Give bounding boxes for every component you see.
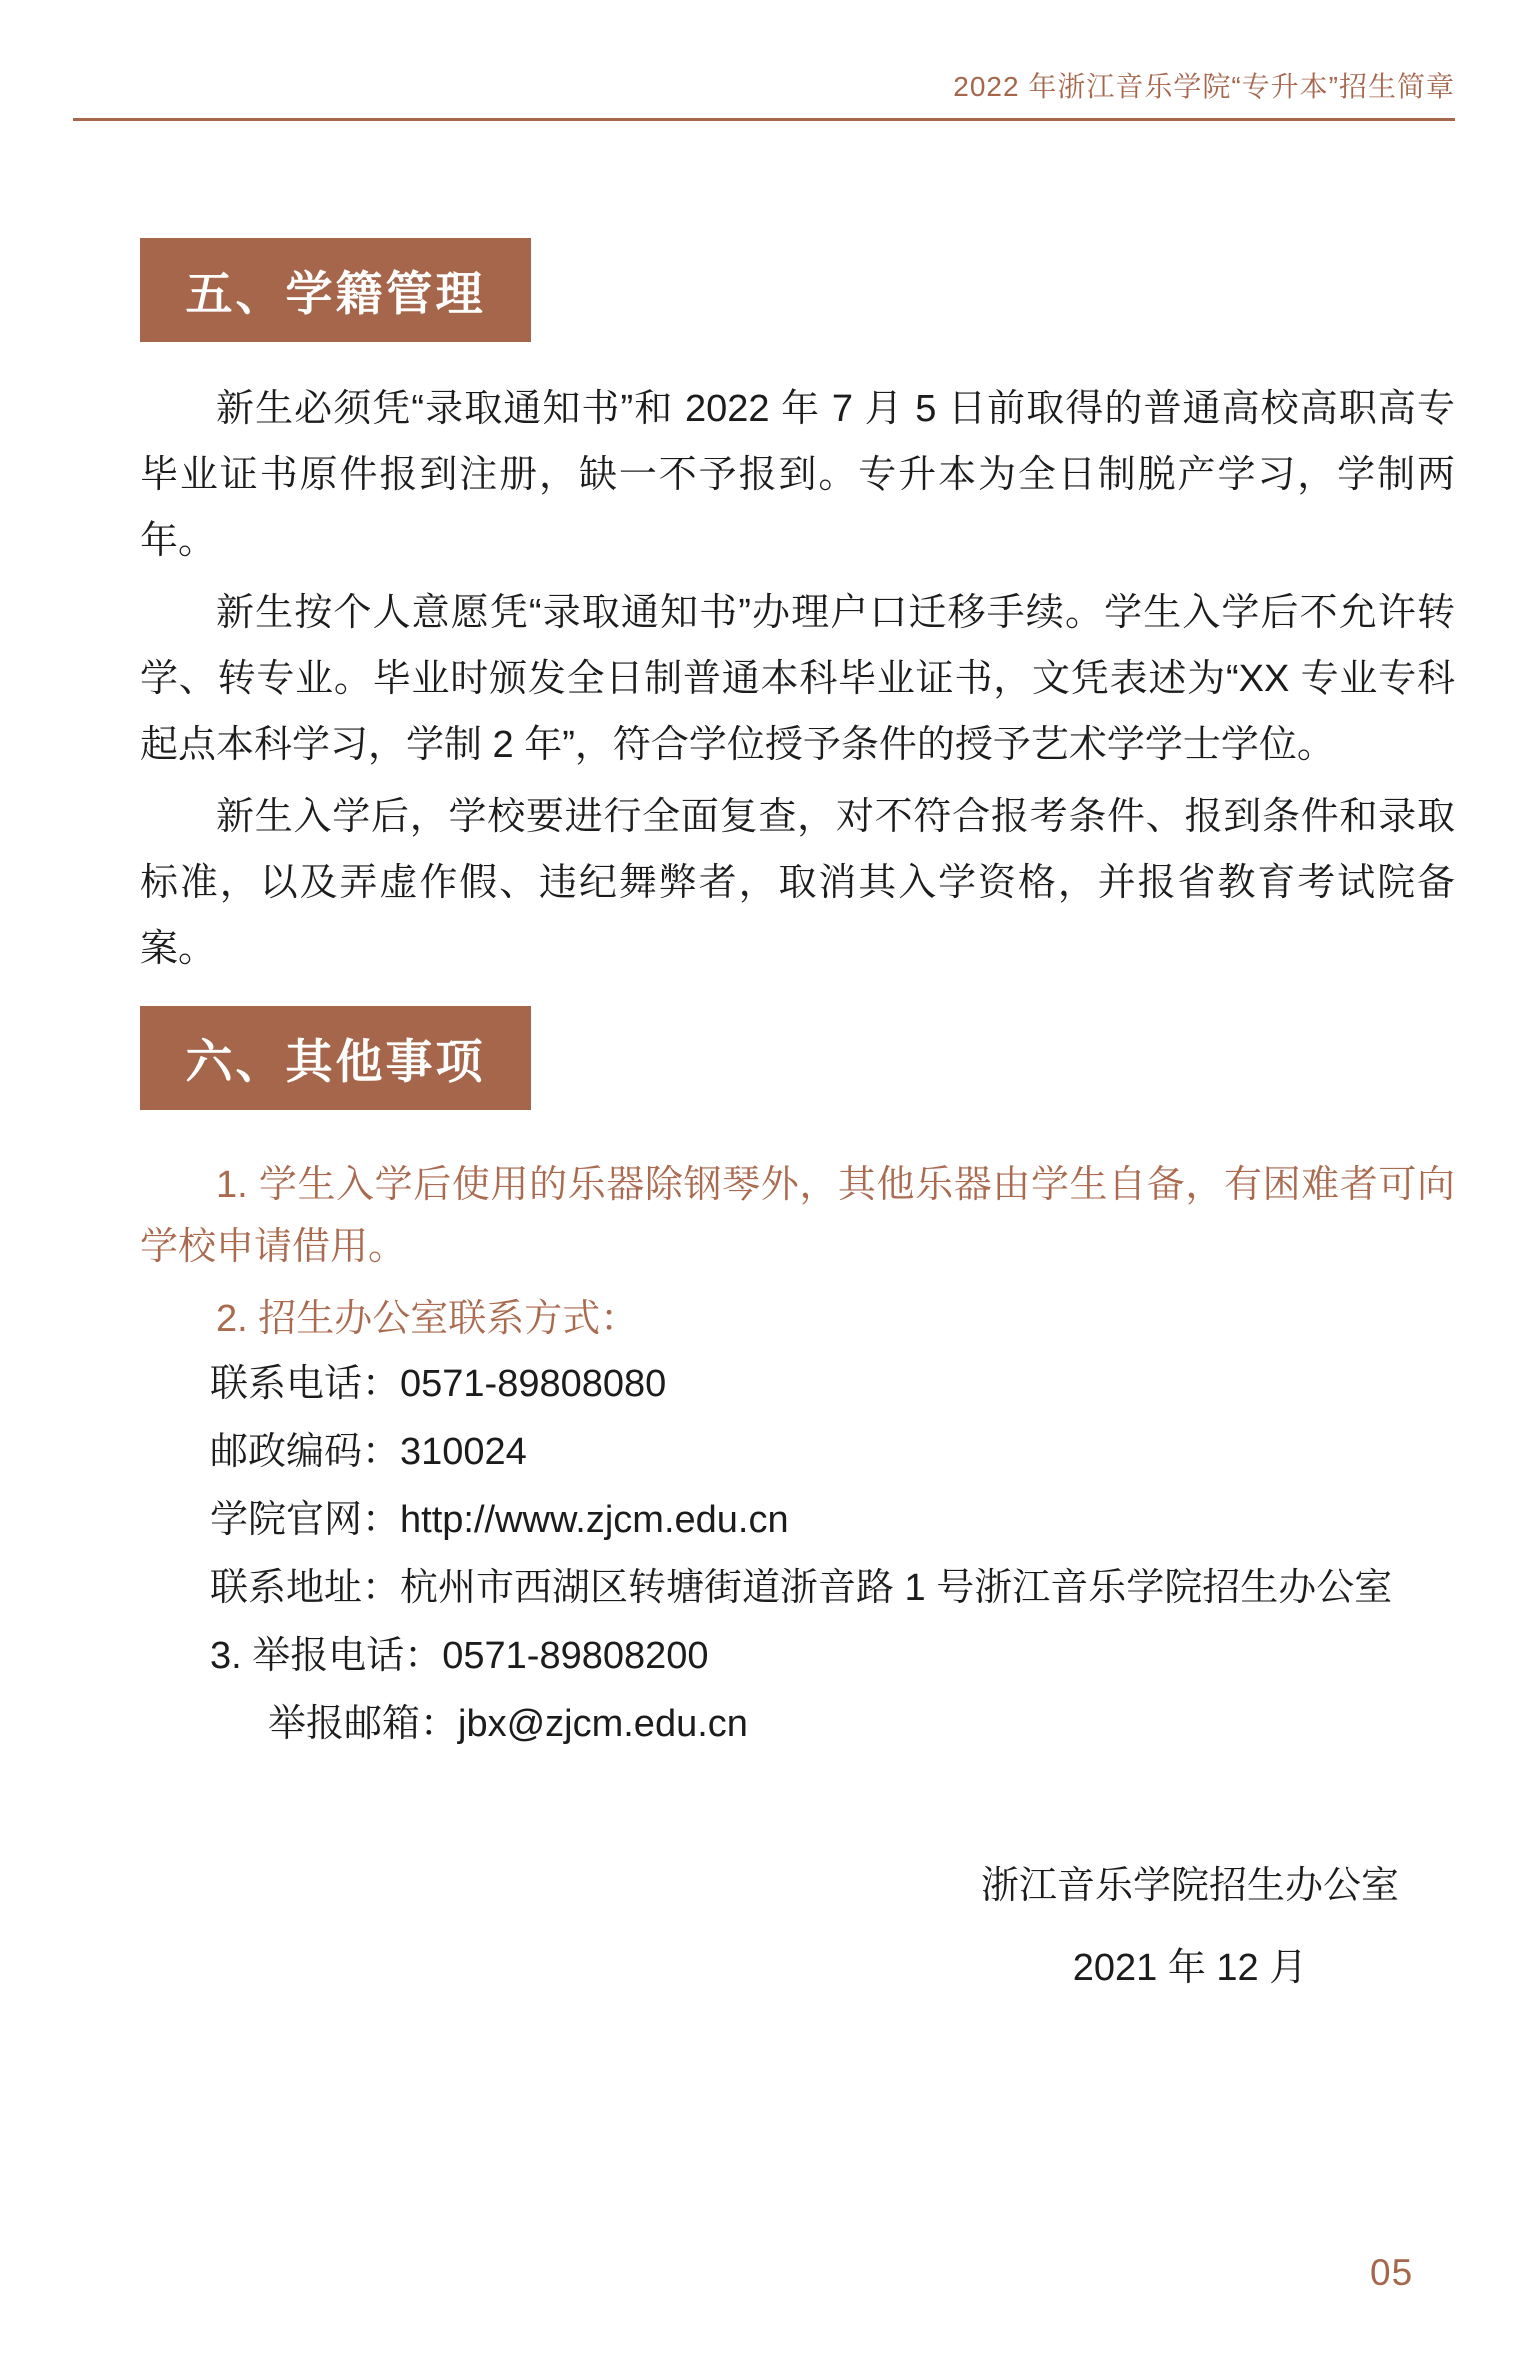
postal-code-line: 邮政编码：310024 [210, 1431, 527, 1473]
page-header [73, 0, 1455, 121]
section-heading-other-matters [140, 1006, 531, 1110]
official-website-line: 学院官网：http://www.zjcm.edu.cn [210, 1499, 789, 1541]
page-number: 05 [1370, 2252, 1414, 2293]
contact-phone-line: 联系电话：0571-89808080 [210, 1363, 667, 1405]
signature-date: 2021 年 12 月 [1072, 1947, 1308, 1989]
accent-item: 2. 招生办公室联系方式： [216, 1298, 639, 1340]
report-phone-line: 3. 举报电话：0571-89808200 [210, 1635, 709, 1677]
report-email-line: 举报邮箱：jbx@zjcm.edu.cn [268, 1703, 748, 1745]
section-heading-label: 六、其他事项 [185, 1036, 486, 1089]
paragraph: 新生必须凭“录取通知书”和 2022 年 7 月 5 日前取得的普通高校高职高专毕业证书原件报到注册，缺一不予报到。专升本为全日制脱产学习，学制两年。 [140, 388, 1455, 562]
paragraph: 新生按个人意愿凭“录取通知书”办理户口迁移手续。学生入学后不允许转学、转专业。毕业时颁发全日制普通本科毕业证书，文凭表述为“XX 专业专科起点本科学习，学制 2 年”，符合学位授予条件的授予艺术学学士学位。 [140, 592, 1455, 766]
paragraph: 新生入学后，学校要进行全面复查，对不符合报考条件、报到条件和录取标准，以及弄虚作假、违纪舞弊者，取消其入学资格，并报省教育考试院备案。 [140, 796, 1455, 970]
page-content [140, 121, 1455, 1988]
contact-address-line: 联系地址：杭州市西湖区转塘街道浙音路 1 号浙江音乐学院招生办公室 [210, 1567, 1393, 1609]
accent-item: 1. 学生入学后使用的乐器除钢琴外，其他乐器由学生自备，有困难者可向学校申请借用。 [140, 1164, 1455, 1268]
signature-org: 浙江音乐学院招生办公室 [980, 1865, 1399, 1907]
section-heading-student-status [140, 238, 531, 342]
section-heading-label: 五、学籍管理 [185, 268, 486, 321]
signature-block [981, 1866, 1399, 1988]
header-title: 2022 年浙江音乐学院“专升本”招生简章 [953, 71, 1455, 102]
